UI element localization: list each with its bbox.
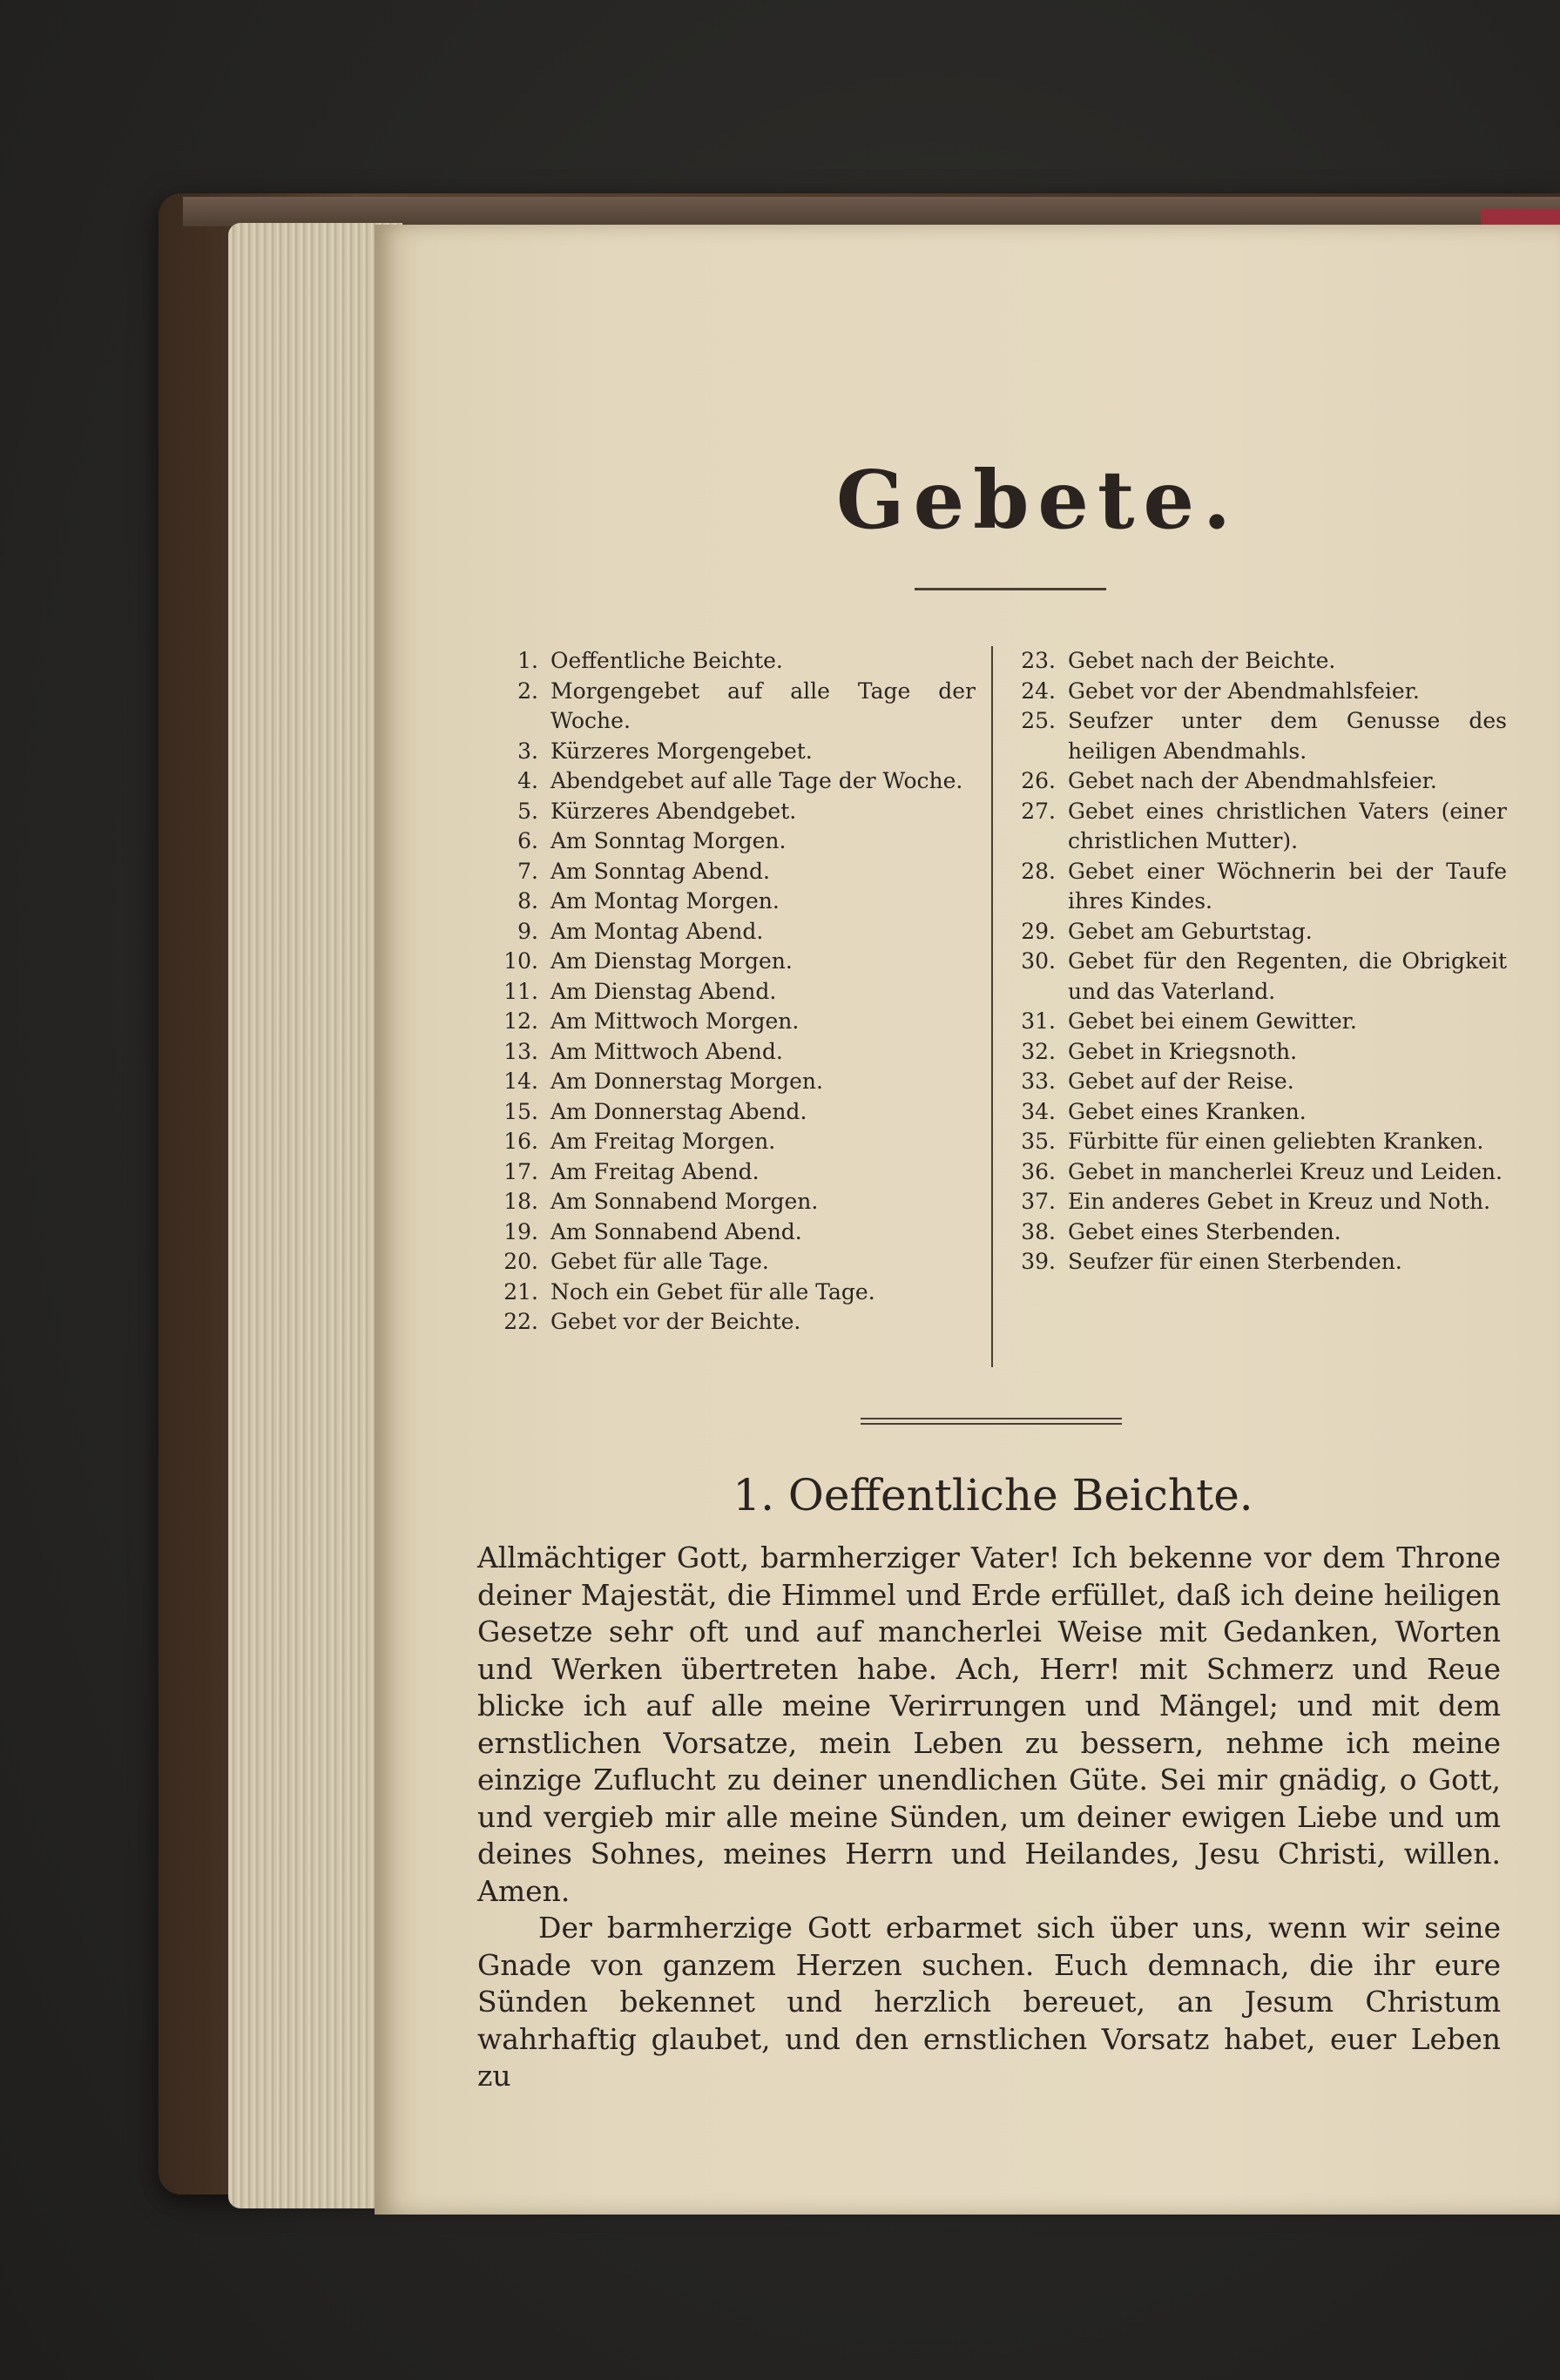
toc-entry-number: 18. — [503, 1189, 538, 1214]
toc-entry-title: Gebet am Geburtstag. — [1068, 918, 1313, 944]
toc-entry-title: Am Freitag Morgen. — [550, 1129, 776, 1154]
toc-entry-number: 23. — [1021, 648, 1056, 673]
toc-entry — [1002, 1097, 1507, 1128]
title-rule — [915, 588, 1106, 590]
toc-entry-number: 15. — [503, 1098, 538, 1124]
toc-entry-title: Gebet auf der Reise. — [1068, 1069, 1294, 1094]
toc-entry-number: 20. — [503, 1249, 538, 1274]
paragraph: Der barmherzige Gott erbarmet sich über uns, wenn wir seine Gnade von ganzem Herzen suchen. Euch demnach, die ihr eure Sünden bekennet und herzlich bereuet, an Jesum Christum wahrhaftig glaubet, und den ernstlichen Vorsatz habet, euer Leben zu — [477, 1911, 1501, 2093]
toc-entry-number: 10. — [503, 948, 538, 974]
toc-entry-number: 5. — [517, 798, 538, 824]
toc-entry-title: Fürbitte für einen geliebten Kranken. — [1068, 1129, 1484, 1154]
toc-entry-title: Am Mittwoch Morgen. — [550, 1008, 800, 1034]
toc-entry-title: Am Dienstag Abend. — [550, 978, 777, 1004]
toc-entry-number: 30. — [1021, 948, 1056, 974]
toc-entry-title: Seufzer unter dem Genusse des heiligen Abendmahls. — [1068, 708, 1507, 764]
toc-entry-title: Gebet für den Regenten, die Obrigkeit und das Vaterland. — [1068, 948, 1507, 1004]
toc-entry-title: Am Mittwoch Abend. — [550, 1038, 783, 1064]
toc-left-column — [488, 646, 976, 1338]
section-heading: 1. Oeffentliche Beichte. — [733, 1470, 1253, 1520]
toc-entry — [488, 1067, 976, 1097]
toc-entry — [1002, 1037, 1507, 1068]
toc-entry-number: 14. — [503, 1069, 538, 1094]
toc-entry-number: 3. — [517, 738, 538, 764]
toc-entry — [1002, 1247, 1507, 1278]
toc-entry — [488, 1217, 976, 1248]
toc-entry-title: Oeffentliche Beichte. — [550, 648, 783, 673]
toc-entry-number: 22. — [503, 1309, 538, 1334]
toc-entry — [488, 947, 976, 977]
toc-entry-number: 35. — [1021, 1129, 1056, 1154]
toc-entry — [488, 1187, 976, 1217]
page-title: Gebete. — [836, 453, 1240, 547]
toc-right-column — [1002, 646, 1507, 1278]
toc-entry-title: Gebet in mancherlei Kreuz und Leiden. — [1068, 1158, 1503, 1184]
toc-entry — [488, 1097, 976, 1128]
toc-entry — [488, 1307, 976, 1338]
toc-entry — [1002, 947, 1507, 1007]
paragraph: Allmächtiger Gott, barmherziger Vater! Ich bekenne vor dem Throne deiner Majestät, die Himmel und Erde erfüllet, daß ich deine heiligen Gesetze sehr oft und auf mancherlei Weise mit Gedanken, Worten und Werken übertreten habe. Ach, Herr! mit Schmerz und Reue blicke ich auf alle meine Verirrungen und Mängel; und mit dem ernstlichen Vorsatze, mein Leben zu bessern, nehme ich meine einzige Zuflucht zu deiner unendlichen Güte. Sei mir gnädig, o Gott, und vergieb mir alle meine Sünden, um deiner ewigen Liebe und um deines Sohnes, meines Herrn und Heilandes, Jesu Christi, willen. Amen. — [477, 1541, 1501, 1908]
toc-entry-number: 29. — [1021, 918, 1056, 944]
toc-entry-title: Am Donnerstag Abend. — [550, 1098, 807, 1124]
book-cover-top-edge — [183, 197, 1560, 226]
toc-column-divider — [991, 646, 993, 1367]
toc-entry-title: Seufzer für einen Sterbenden. — [1068, 1249, 1402, 1274]
toc-entry — [488, 1007, 976, 1037]
toc-entry-title: Kürzeres Morgengebet. — [550, 738, 813, 764]
toc-entry-number: 32. — [1021, 1038, 1056, 1064]
toc-entry-title: Am Sonnabend Morgen. — [550, 1189, 819, 1214]
toc-entry-number: 4. — [517, 768, 538, 793]
toc-entry-title: Am Montag Morgen. — [550, 888, 780, 914]
toc-entry — [488, 797, 976, 827]
toc-entry-title: Am Sonnabend Abend. — [550, 1218, 802, 1244]
toc-entry-title: Am Donnerstag Morgen. — [550, 1069, 823, 1094]
toc-entry — [1002, 1187, 1507, 1217]
toc-entry-title: Gebet nach der Beichte. — [1068, 648, 1336, 673]
toc-entry-number: 6. — [517, 828, 538, 853]
toc-entry-number: 19. — [503, 1218, 538, 1244]
toc-entry-title: Am Freitag Abend. — [550, 1158, 760, 1184]
toc-entry-number: 31. — [1021, 1008, 1056, 1034]
toc-entry-title: Kürzeres Abendgebet. — [550, 798, 797, 824]
toc-entry-title: Am Montag Abend. — [550, 918, 764, 944]
toc-entry-number: 16. — [503, 1129, 538, 1154]
toc-entry — [488, 917, 976, 947]
toc-entry — [1002, 857, 1507, 917]
toc-entry — [488, 737, 976, 767]
toc-entry-number: 36. — [1021, 1158, 1056, 1184]
toc-entry-title: Am Sonntag Abend. — [550, 858, 770, 884]
toc-entry — [488, 646, 976, 677]
toc-entry-number: 12. — [503, 1008, 538, 1034]
toc-entry — [1002, 1127, 1507, 1157]
toc-entry — [488, 1127, 976, 1157]
section-divider — [861, 1418, 1122, 1425]
toc-entry-number: 9. — [517, 918, 538, 944]
toc-entry-number: 17. — [503, 1158, 538, 1184]
toc-entry-number: 27. — [1021, 798, 1056, 824]
toc-entry-title: Gebet vor der Beichte. — [550, 1309, 801, 1334]
toc-entry — [488, 1037, 976, 1068]
toc-entry-number: 39. — [1021, 1249, 1056, 1274]
toc-entry-title: Gebet eines Sterbenden. — [1068, 1218, 1341, 1244]
toc-entry — [488, 977, 976, 1008]
toc-entry — [1002, 1157, 1507, 1188]
toc-entry — [488, 1247, 976, 1278]
toc-entry-number: 38. — [1021, 1218, 1056, 1244]
toc-entry — [1002, 1007, 1507, 1037]
toc-entry-number: 11. — [503, 978, 538, 1004]
toc-entry-title: Morgengebet auf alle Tage der Woche. — [550, 678, 976, 733]
toc-entry-number: 24. — [1021, 678, 1056, 704]
toc-entry-title: Gebet bei einem Gewitter. — [1068, 1008, 1357, 1034]
toc-entry-number: 33. — [1021, 1069, 1056, 1094]
toc-entry-title: Gebet eines christlichen Vaters (einer christlichen Mutter). — [1068, 798, 1507, 853]
toc-entry-number: 28. — [1021, 858, 1056, 884]
toc-entry — [1002, 917, 1507, 947]
toc-entry-number: 8. — [517, 888, 538, 914]
toc-entry — [1002, 766, 1507, 797]
toc-entry-number: 7. — [517, 858, 538, 884]
toc-entry-number: 25. — [1021, 708, 1056, 733]
toc-entry — [488, 826, 976, 857]
toc-entry-title: Gebet nach der Abendmahlsfeier. — [1068, 768, 1437, 793]
toc-entry-title: Gebet eines Kranken. — [1068, 1098, 1307, 1124]
toc-entry — [488, 677, 976, 737]
toc-entry — [488, 1157, 976, 1188]
toc-entry-title: Am Dienstag Morgen. — [550, 948, 793, 974]
toc-entry-number: 37. — [1021, 1189, 1056, 1214]
toc-entry-title: Abendgebet auf alle Tage der Woche. — [550, 768, 963, 793]
toc-entry-number: 21. — [503, 1278, 538, 1305]
toc-entry — [1002, 677, 1507, 707]
toc-entry — [488, 1278, 976, 1308]
toc-entry-number: 2. — [517, 678, 538, 704]
toc-entry-title: Am Sonntag Morgen. — [550, 828, 787, 853]
toc-entry-number: 1. — [517, 648, 538, 673]
prayer-text — [477, 1540, 1501, 2095]
toc-entry-title: Gebet für alle Tage. — [550, 1249, 769, 1274]
toc-entry-title: Ein anderes Gebet in Kreuz und Noth. — [1068, 1189, 1491, 1214]
toc-entry — [1002, 797, 1507, 857]
toc-entry — [488, 857, 976, 887]
toc-entry — [1002, 1217, 1507, 1248]
toc-entry — [1002, 646, 1507, 677]
toc-entry-title: Noch ein Gebet für alle Tage. — [550, 1278, 875, 1305]
toc-entry-number: 13. — [503, 1038, 538, 1064]
toc-entry-title: Gebet in Kriegsnoth. — [1068, 1038, 1298, 1064]
toc-entry-title: Gebet einer Wöchnerin bei der Taufe ihres Kindes. — [1068, 858, 1507, 914]
toc-entry-number: 26. — [1021, 768, 1056, 793]
toc-entry — [488, 887, 976, 917]
toc-entry — [1002, 1067, 1507, 1097]
toc-entry — [488, 766, 976, 797]
toc-entry-title: Gebet vor der Abendmahlsfeier. — [1068, 678, 1420, 704]
toc-entry — [1002, 706, 1507, 766]
toc-entry-number: 34. — [1021, 1098, 1056, 1124]
